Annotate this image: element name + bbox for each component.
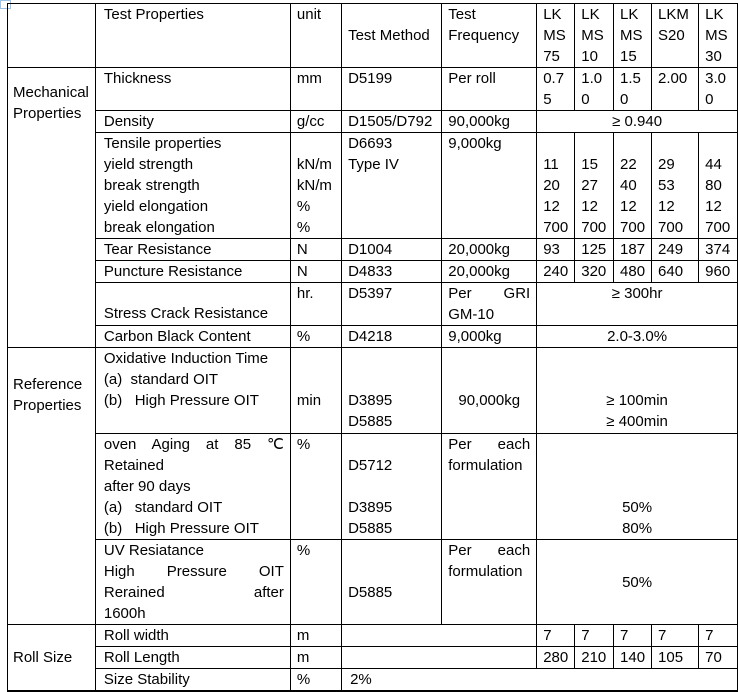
roll-length-value-1: 210: [575, 647, 614, 669]
tensile-method-line-0: D6693: [348, 135, 393, 152]
stress-method: D5397: [342, 283, 442, 326]
row-size-stability: [8, 669, 738, 692]
header-test-frequency: Test Frequency: [442, 4, 537, 68]
row-carbon-black: [8, 326, 738, 348]
tensile-unit: [290, 133, 341, 239]
tear-method: D1004: [342, 239, 442, 261]
thickness-value-2: 1.50: [614, 68, 652, 111]
spacer: [543, 476, 731, 497]
oven-value-0: 50%: [622, 499, 653, 516]
tensile-value: 12: [620, 198, 637, 215]
header-unit: unit: [290, 4, 341, 68]
stress-value: ≥ 300hr: [537, 283, 738, 326]
carbon-property: Carbon Black Content: [95, 326, 290, 348]
roll-length-value-3: 105: [652, 647, 699, 669]
oit-property: [95, 348, 290, 434]
tear-value-0: 93: [537, 239, 575, 261]
thickness-method: D5199: [342, 68, 442, 111]
tensile-values-col-4: [699, 133, 738, 239]
size-stability-value: 2%: [342, 669, 738, 692]
roll-width-unit: m: [290, 625, 341, 647]
roll-width-value-1: 7: [575, 625, 614, 647]
roll-width-value-2: 7: [614, 625, 652, 647]
puncture-unit: N: [290, 261, 341, 283]
spacer: [705, 133, 731, 154]
spacer: [297, 348, 335, 369]
spacer: [543, 133, 568, 154]
oven-frequency-line-1: formulation: [448, 457, 523, 474]
uv-line-0: UV Resiatance: [103, 542, 204, 559]
tensile-line-title: Tensile properties: [103, 135, 222, 152]
group-roll-size: Roll Size: [8, 625, 96, 692]
tensile-values-col-2: [614, 133, 652, 239]
carbon-frequency: 9,000kg: [442, 326, 537, 348]
tensile-line-break-strength: break strength: [103, 177, 200, 194]
oit-method: [342, 348, 442, 434]
tensile-value: 27: [581, 177, 598, 194]
header-product-0: LK MS 75: [537, 4, 575, 68]
tear-value-4: 374: [699, 239, 738, 261]
spacer: [581, 133, 607, 154]
carbon-value: 2.0-3.0%: [537, 326, 738, 348]
header-test-properties: Test Properties: [95, 4, 290, 68]
thickness-value-0: 0.75: [537, 68, 575, 111]
spacer: [348, 540, 435, 561]
tensile-value: 12: [581, 198, 598, 215]
oven-property: [95, 434, 290, 540]
oven-line-3: (b) High Pressure OIT: [103, 520, 259, 537]
group-reference-properties: Reference Properties: [8, 348, 96, 625]
spacer: [348, 434, 435, 455]
size-stability-unit: %: [290, 669, 341, 692]
spacer: [297, 369, 335, 390]
roll-width-value-0: 7: [537, 625, 575, 647]
spacer: [448, 348, 530, 369]
thickness-unit: mm: [290, 68, 341, 111]
row-puncture: [8, 261, 738, 283]
puncture-value-2: 480: [614, 261, 652, 283]
tensile-value: 700: [620, 219, 646, 236]
oit-frequency-text: 90,000kg: [458, 392, 521, 409]
thickness-value-3: 2.00: [652, 68, 699, 111]
puncture-frequency: 20,000kg: [442, 261, 537, 283]
oven-line-2: (a) standard OIT: [103, 499, 223, 516]
roll-width-value-4: 7: [699, 625, 738, 647]
tensile-value: 53: [658, 177, 675, 194]
tear-value-1: 125: [575, 239, 614, 261]
roll-length-value-4: 70: [699, 647, 738, 669]
spec-table: [7, 3, 738, 692]
spacer: [448, 369, 530, 390]
spacer: [543, 369, 731, 390]
tensile-line-yield-strength: yield strength: [103, 156, 194, 173]
density-property: Density: [95, 111, 290, 133]
puncture-value-1: 320: [575, 261, 614, 283]
uv-property: [95, 540, 290, 625]
row-uv: [8, 540, 738, 625]
header-corner-cell: [8, 4, 96, 68]
spacer: [348, 369, 435, 390]
oven-method-line-2: D5885: [348, 520, 393, 537]
tensile-value: 12: [543, 198, 560, 215]
tensile-value: 80: [705, 177, 722, 194]
oven-frequency-line-0: Per each: [448, 436, 531, 453]
tensile-unit-line-1: kN/m: [296, 156, 332, 173]
tensile-value: 700: [543, 219, 569, 236]
tensile-values-col-3: [652, 133, 699, 239]
tear-property: Tear Resistance: [95, 239, 290, 261]
tensile-value: 40: [620, 177, 637, 194]
puncture-property: Puncture Resistance: [95, 261, 290, 283]
thickness-property: Thickness: [95, 68, 290, 111]
oit-value-1: ≥ 400min: [606, 413, 668, 430]
oit-values: [537, 348, 738, 434]
stress-unit: hr.: [290, 283, 341, 326]
tensile-values-col-0: [537, 133, 575, 239]
tensile-method: [342, 133, 442, 239]
density-value: ≥ 0.940: [537, 111, 738, 133]
tensile-value: 20: [543, 177, 560, 194]
tensile-line-yield-elongation: yield elongation: [103, 198, 209, 215]
row-roll-width: [8, 625, 738, 647]
stress-frequency-line-0: Per GRI: [448, 285, 531, 302]
oit-line-high-pressure: (b) High Pressure OIT: [103, 392, 259, 409]
uv-method: [342, 540, 442, 625]
size-stability-property: Size Stability: [95, 669, 290, 692]
spacer: [543, 434, 731, 455]
tensile-value: 29: [658, 156, 675, 173]
oven-value-1: 80%: [622, 520, 653, 537]
thickness-frequency: Per roll: [442, 68, 537, 111]
uv-method-text: D5885: [348, 584, 393, 601]
oit-line-title: Oxidative Induction Time: [103, 350, 269, 367]
thickness-value-1: 1.00: [575, 68, 614, 111]
puncture-value-4: 960: [699, 261, 738, 283]
oit-method-line-1: D5885: [348, 413, 393, 430]
roll-length-unit: m: [290, 647, 341, 669]
uv-frequency-line-1: formulation: [448, 563, 523, 580]
header-test-method: Test Method: [342, 4, 442, 68]
oven-values: [537, 434, 738, 540]
header-product-4: LK MS 30: [699, 4, 738, 68]
row-oven-aging: [8, 434, 738, 540]
row-tear: [8, 239, 738, 261]
tensile-value: 44: [705, 156, 722, 173]
density-unit: g/cc: [290, 111, 341, 133]
tensile-value: 22: [620, 156, 637, 173]
roll-length-value-0: 280: [537, 647, 575, 669]
roll-width-property: Roll width: [95, 625, 290, 647]
carbon-unit: %: [290, 326, 341, 348]
spacer: [620, 133, 645, 154]
uv-frequency: [442, 540, 537, 625]
puncture-method: D4833: [342, 261, 442, 283]
row-oit: [8, 348, 738, 434]
oven-line-0: oven Aging at 85 ℃ Retained: [103, 436, 284, 474]
oit-method-line-0: D3895: [348, 392, 393, 409]
spacer: [348, 348, 435, 369]
stress-frequency-line-1: GM-10: [448, 306, 495, 323]
tear-value-3: 249: [652, 239, 699, 261]
row-tensile: [8, 133, 738, 239]
tear-unit: N: [290, 239, 341, 261]
density-method: D1505/D792: [342, 111, 442, 133]
spacer: [348, 476, 435, 497]
uv-value: 50%: [537, 540, 738, 625]
density-frequency: 90,000kg: [442, 111, 537, 133]
spacer: [658, 133, 692, 154]
tensile-unit-line-0: [297, 133, 335, 154]
stress-frequency: [442, 283, 537, 326]
oit-unit-text: min: [296, 392, 322, 409]
tear-frequency: 20,000kg: [442, 239, 537, 261]
tensile-frequency: 9,000kg: [442, 133, 537, 239]
roll-width-value-3: 7: [652, 625, 699, 647]
oven-unit: %: [290, 434, 341, 540]
tensile-value: 12: [705, 198, 722, 215]
oven-method: [342, 434, 442, 540]
spacer: [543, 455, 731, 476]
row-thickness: [8, 68, 738, 111]
oven-method-line-1: D3895: [348, 499, 393, 516]
tensile-value: 12: [658, 198, 675, 215]
spacer: [348, 561, 435, 582]
tensile-property: [95, 133, 290, 239]
oit-line-standard: (a) standard OIT: [103, 371, 219, 388]
carbon-method: D4218: [342, 326, 442, 348]
group-mechanical-properties: Mechanical Properties: [8, 68, 96, 348]
tensile-value: 15: [581, 156, 598, 173]
header-row: [8, 4, 738, 68]
tensile-line-break-elongation: break elongation: [103, 219, 215, 236]
oit-unit: [290, 348, 341, 434]
tensile-value: 700: [705, 219, 731, 236]
thickness-value-4: 3.00: [699, 68, 738, 111]
puncture-value-0: 240: [537, 261, 575, 283]
row-roll-length: [8, 647, 738, 669]
tensile-values-col-1: [575, 133, 614, 239]
roll-length-method-frequency: [342, 647, 537, 669]
oit-value-0: ≥ 100min: [606, 392, 668, 409]
uv-unit: %: [290, 540, 341, 625]
tensile-value: 700: [658, 219, 684, 236]
tensile-unit-line-4: %: [296, 219, 311, 236]
puncture-value-3: 640: [652, 261, 699, 283]
uv-frequency-line-0: Per each: [448, 542, 531, 559]
tensile-value: 11: [543, 156, 559, 173]
stress-property: Stress Crack Resistance: [95, 283, 290, 326]
tensile-unit-line-3: %: [296, 198, 311, 215]
uv-line-1: High Pressure OIT Rerained after: [103, 563, 284, 601]
tensile-value: 700: [581, 219, 607, 236]
header-product-3: LKM S20: [652, 4, 699, 68]
uv-line-2: 1600h: [103, 605, 146, 622]
row-density: [8, 111, 738, 133]
oit-frequency: [442, 348, 537, 434]
oven-method-line-0: D5712: [348, 457, 393, 474]
oven-frequency: [442, 434, 537, 540]
spacer: [543, 348, 731, 369]
tensile-unit-line-2: kN/m: [296, 177, 332, 194]
oven-line-1: after 90 days: [103, 478, 191, 495]
tear-value-2: 187: [614, 239, 652, 261]
roll-width-method-frequency: [342, 625, 537, 647]
roll-length-property: Roll Length: [95, 647, 290, 669]
row-stress-crack: [8, 283, 738, 326]
roll-length-value-2: 140: [614, 647, 652, 669]
tensile-method-line-1: Type IV: [348, 156, 399, 173]
header-product-2: LK MS 15: [614, 4, 652, 68]
header-product-1: LK MS 10: [575, 4, 614, 68]
